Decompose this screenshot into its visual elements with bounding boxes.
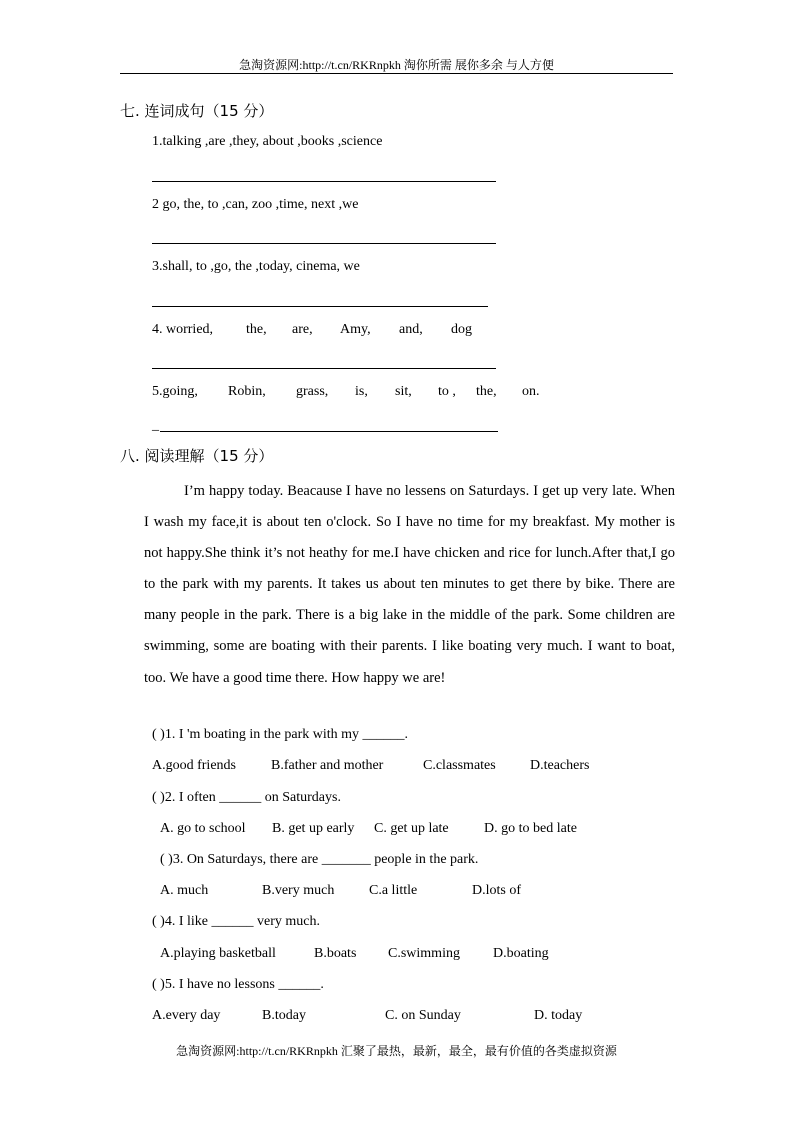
option-a: A.every day [152, 1008, 221, 1023]
word: dog [451, 322, 472, 337]
option-b: B. get up early [272, 821, 355, 836]
section-8-title: 八. 阅读理解（15 分） [120, 447, 274, 465]
sentence-item-5 [0, 384, 793, 404]
reading-passage [144, 476, 675, 694]
word: Robin, [228, 384, 266, 399]
option-b: B.very much [262, 883, 335, 898]
answer-line-3 [152, 306, 488, 307]
option-c: C.swimming [388, 946, 460, 961]
option-d: D.boating [493, 946, 549, 961]
section-7-title: 七. 连词成句（15 分） [120, 102, 274, 120]
question-4-options [0, 946, 793, 966]
question-4-stem: ( )4. I like ______ very much. [152, 914, 320, 929]
word: to , [438, 384, 456, 399]
option-d: D.teachers [530, 758, 590, 773]
sentence-item-2: 2 go, the, to ,can, zoo ,time, next ,we [152, 197, 359, 212]
option-d: D.lots of [472, 883, 521, 898]
question-3-options [0, 883, 793, 903]
question-2-options [0, 821, 793, 841]
option-c: C.a little [369, 883, 418, 898]
sentence-item-3: 3.shall, to ,go, the ,today, cinema, we [152, 259, 360, 274]
option-c: C.classmates [423, 758, 496, 773]
word: on. [522, 384, 540, 399]
option-c: C. get up late [374, 821, 449, 836]
option-d: D. go to bed late [484, 821, 577, 836]
option-b: B.boats [314, 946, 357, 961]
word: 5.going, [152, 384, 198, 399]
word: is, [355, 384, 368, 399]
sentence-item-1: 1.talking ,are ,they, about ,books ,science [152, 134, 383, 149]
word: the, [476, 384, 497, 399]
option-b: B.today [262, 1008, 306, 1023]
header-divider [120, 73, 673, 74]
question-3-stem: ( )3. On Saturdays, there are _______ people in the park. [160, 852, 479, 867]
option-c: C. on Sunday [385, 1008, 461, 1023]
word: and, [399, 322, 423, 337]
answer-line-5 [160, 431, 498, 432]
answer-line-2 [152, 243, 496, 244]
option-b: B.father and mother [271, 758, 384, 773]
option-a: A. go to school [160, 821, 246, 836]
option-a: A.good friends [152, 758, 236, 773]
question-5-options [0, 1008, 793, 1028]
page-footer: 急淘资源网:http://t.cn/RKRnpkh 汇聚了最热，最新，最全，最有价值的各类虚拟资源 [176, 1044, 617, 1058]
question-1-stem: ( )1. I 'm boating in the park with my ______. [152, 727, 409, 742]
answer-line-4 [152, 368, 496, 369]
word: sit, [395, 384, 412, 399]
option-d: D. today [534, 1008, 583, 1023]
answer-line-1 [152, 181, 496, 182]
question-5-stem: ( )5. I have no lessons ______. [152, 977, 324, 992]
option-a: A. much [160, 883, 209, 898]
sentence-item-4 [0, 322, 793, 342]
question-1-options [0, 758, 793, 778]
answer-prefix-5: _ [152, 418, 159, 433]
word: grass, [296, 384, 329, 399]
word: the, [246, 322, 267, 337]
question-2-stem: ( )2. I often ______ on Saturdays. [152, 790, 341, 805]
word: are, [292, 322, 313, 337]
option-a: A.playing basketball [160, 946, 276, 961]
passage-text: I’m happy today. Beacause I have no lessens on Saturdays. I get up very late. When I wash my face,it is about ten o'clock. So I have no time for my breakfast. My mother is not happy.She think it’s not heathy for me.I have chicken and rice for lunch.After that,I go to the park with my parents. It takes us about ten minutes to get there by bike. There are many people in the park. There is a big lake in the middle of the park. Some children are swimming, some are boating with their parents. I like boating very much. I want to boat, too. We have a good time there. How happy we are! [144, 483, 675, 686]
word: 4. worried, [152, 322, 214, 337]
page-header: 急淘资源网:http://t.cn/RKRnpkh 淘你所需 展你多余 与人方便 [239, 58, 554, 72]
word: Amy, [340, 322, 371, 337]
